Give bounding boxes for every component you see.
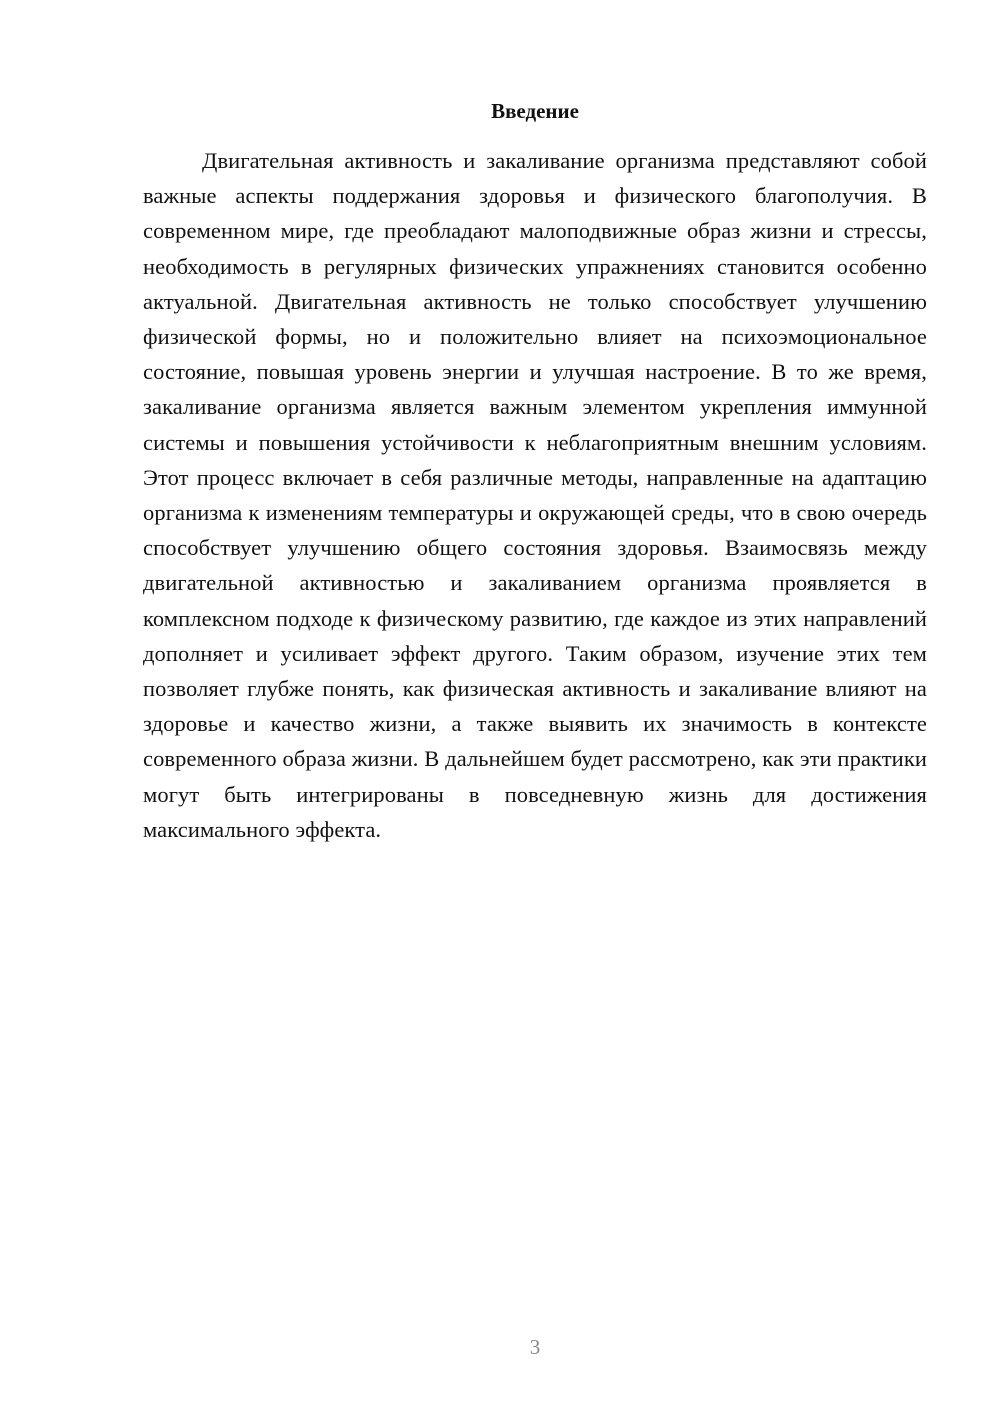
- body-paragraph: Двигательная активность и закаливание организма представляют собой важные аспекты поддержания здоровья и физического благополучия. В современном мире, где преобладают малоподвижные образ жизни и стрессы, необходимость в регулярных физических упражнениях становится особенно актуальной. Двигательная активность не только способствует улучшению физической формы, но и положительно влияет на психоэмоциональное состояние, повышая уровень энергии и улучшая настроение. В то же время, закаливание организма является важным элементом укрепления иммунной системы и повышения устойчивости к неблагоприятным внешним условиям. Этот процесс включает в себя различные методы, направленные на адаптацию организма к изменениям температуры и окружающей среды, что в свою очередь способствует улучшению общего состояния здоровья. Взаимосвязь между двигательной активностью и закаливанием организма проявляется в комплексном подходе к физическому развитию, где каждое из этих направлений дополняет и усиливает эффект другого. Таким образом, изучение этих тем позволяет глубже понять, как физическая активность и закаливание влияют на здоровье и качество жизни, а также выявить их значимость в контексте современного образа жизни. В дальнейшем будет рассмотрено, как эти практики могут быть интегрированы в повседневную жизнь для достижения максимального эффекта.: [143, 148, 927, 842]
- section-title: Введение: [491, 99, 579, 123]
- page-number: 3: [529, 1335, 541, 1359]
